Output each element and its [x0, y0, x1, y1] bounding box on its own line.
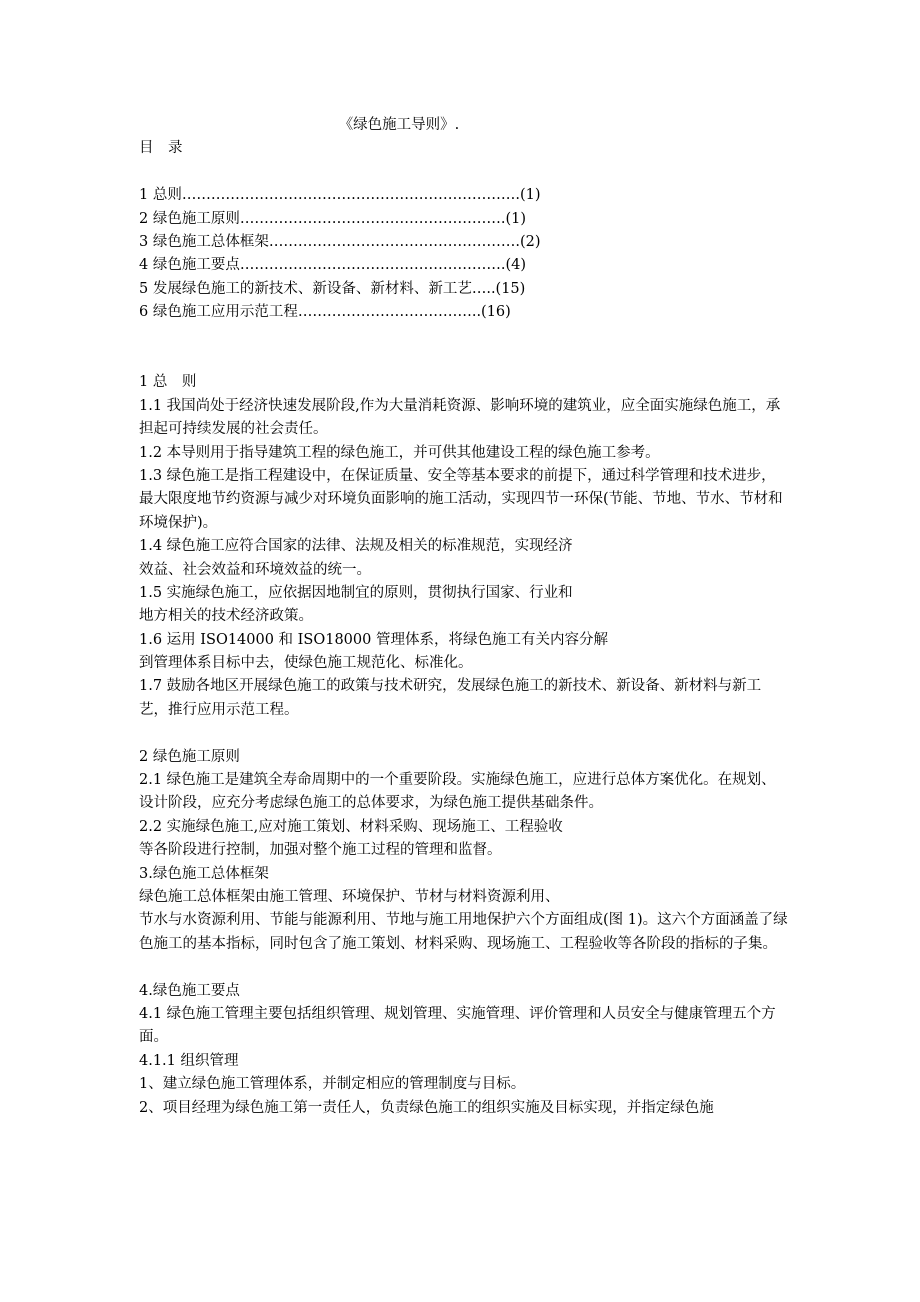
paragraph: 等各阶段进行控制，加强对整个施工过程的管理和监督。: [139, 842, 502, 859]
paragraph: 1.1 我国尚处于经济快速发展阶段,作为大量消耗资源、影响环境的建筑业，应全面实施绿色施工，承担起可持续发展的社会责任。: [139, 397, 781, 438]
section-key-points: [139, 980, 789, 1120]
paragraph: 1.5 实施绿色施工，应依据因地制宜的原则，贯彻执行国家、行业和: [139, 584, 573, 601]
section-heading: 2 绿色施工原则: [139, 748, 240, 765]
paragraph: 1.7 鼓励各地区开展绿色施工的政策与技术研究，发展绿色施工的新技术、新设备、新材料与新工艺，推行应用示范工程。: [139, 678, 762, 718]
section-heading: 4.绿色施工要点: [139, 982, 240, 999]
paragraph: 地方相关的技术经济政策。: [139, 608, 313, 625]
section-heading: 1 总 则: [139, 374, 197, 391]
section-framework: [139, 863, 789, 957]
section-heading: 3.绿色施工总体框架: [139, 865, 269, 882]
paragraph: 2.1 绿色施工是建筑全寿命周期中的一个重要阶段。实施绿色施工，应进行总体方案优化。在规划、设计阶段，应充分考虑绿色施工的总体要求，为绿色施工提供基础条件。: [139, 772, 776, 812]
list-item: 1、建立绿色施工管理体系，并制定相应的管理制度与目标。: [139, 1076, 526, 1093]
toc-item: 5 发展绿色施工的新技术、新设备、新材料、新工艺…..(15): [139, 280, 526, 297]
spacer: [139, 956, 789, 979]
table-of-contents: [139, 184, 789, 324]
spacer: [139, 325, 789, 372]
paragraph: 绿色施工总体框架由施工管理、环境保护、节材与材料资源利用、: [139, 889, 560, 906]
list-item: 2、项目经理为绿色施工第一责任人，负责绿色施工的组织实施及目标实现，并指定绿色施: [139, 1099, 714, 1116]
paragraph: 2.2 实施绿色施工,应对施工策划、材料采购、现场施工、工程验收: [139, 818, 563, 835]
section-general: [139, 371, 789, 722]
toc-item: 4 绿色施工要点……………………………………………….(4): [139, 257, 526, 274]
paragraph: 1.2 本导则用于指导建筑工程的绿色施工，并可供其他建设工程的绿色施工参考。: [139, 444, 660, 461]
toc-item: 3 绿色施工总体框架…………………………………………….(2): [139, 233, 541, 250]
paragraph: 效益、社会效益和环境效益的统一。: [139, 561, 371, 578]
section-principles: [139, 746, 789, 863]
paragraph: 1.4 绿色施工应符合国家的法律、法规及相关的标准规范，实现经济: [139, 538, 573, 555]
paragraph: 节水与水资源利用、节能与能源利用、节地与施工用地保护六个方面组成(图 1)。这六个方面涵盖了绿色施工的基本指标，同时包含了施工策划、材料采购、现场施工、工程验收等各阶段的指标的子集。: [139, 912, 788, 952]
document-title: 《绿色施工导则》.: [338, 117, 460, 133]
spacer: [139, 722, 789, 745]
spacer: [139, 161, 789, 184]
subsection-heading: 4.1.1 组织管理: [139, 1052, 239, 1069]
toc-heading: 目 录: [139, 140, 183, 157]
paragraph: 到管理体系目标中去，使绿色施工规范化、标准化。: [139, 655, 473, 672]
paragraph: 4.1 绿色施工管理主要包括组织管理、规划管理、实施管理、评价管理和人员安全与健康管理五个方面。: [139, 1006, 776, 1046]
toc-item: 6 绿色施工应用示范工程………………………………..(16): [139, 304, 511, 321]
paragraph: 1.6 运用 ISO14000 和 ISO18000 管理体系，将绿色施工有关内容分解: [139, 631, 608, 648]
toc-item: 1 总则…………………………………………………………….(1): [139, 187, 541, 204]
paragraph: 1.3 绿色施工是指工程建设中，在保证质量、安全等基本要求的前提下，通过科学管理和技术进步，最大限度地节约资源与减少对环境负面影响的施工活动，实现四节一环保(节能、节地、节水、节材和环境保护)。: [139, 467, 783, 531]
document-page: [139, 114, 789, 1120]
toc-item: 2 绿色施工原则……………………………………………….(1): [139, 210, 526, 227]
